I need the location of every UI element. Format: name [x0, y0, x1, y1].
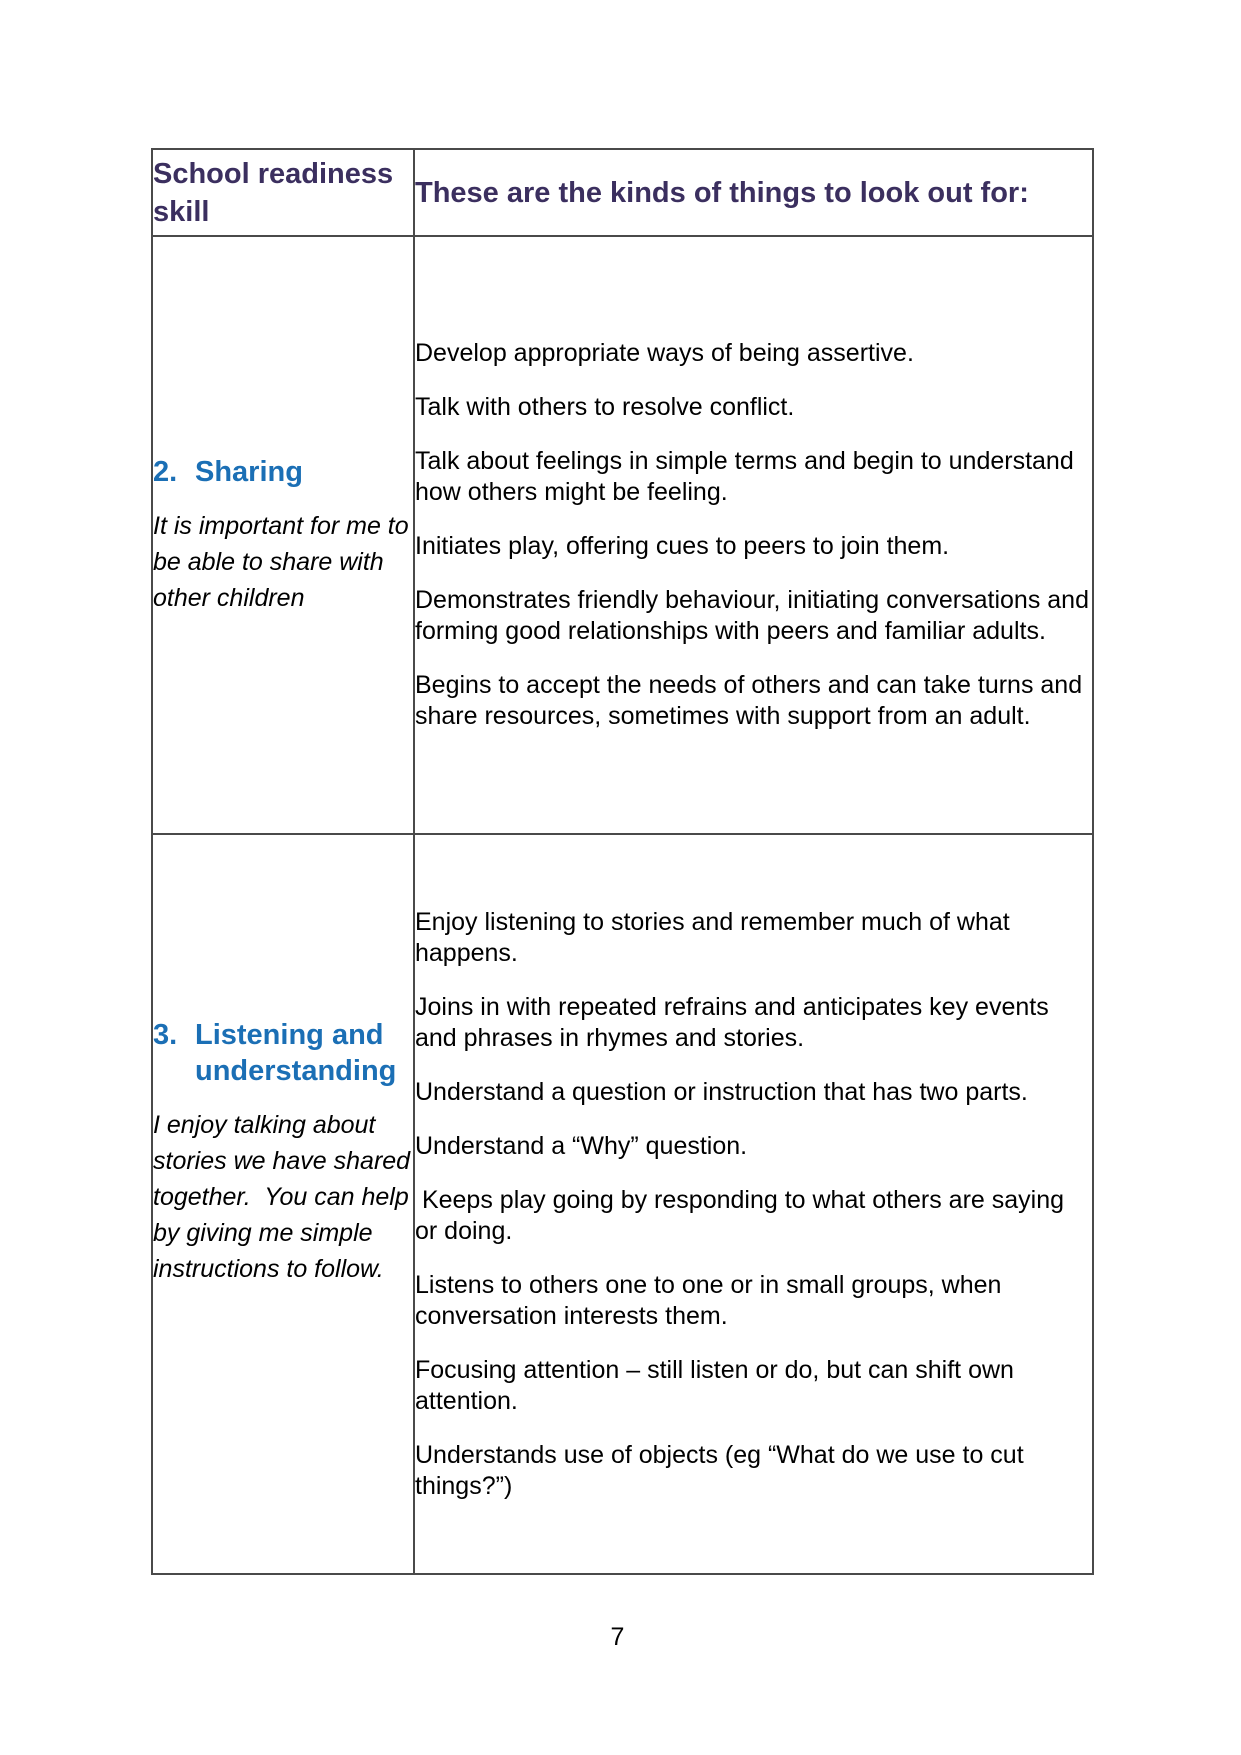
header-skill-column: School readiness skill	[152, 149, 414, 236]
lookout-point: Understand a “Why” question.	[415, 1131, 748, 1160]
lookout-point: Focusing attention – still listen or do, but can shift own attention.	[415, 1355, 1021, 1415]
skill-title: Sharing	[195, 456, 303, 488]
skill-cell-content	[153, 1017, 418, 1287]
lookout-point: Develop appropriate ways of being assertive.	[415, 339, 914, 367]
page-number: 7	[610, 1623, 625, 1651]
lookout-cell-listening	[414, 834, 1093, 1574]
table-row-listening	[152, 834, 1093, 1574]
skill-cell-sharing	[152, 236, 414, 834]
skill-cell-listening	[152, 834, 418, 1574]
skill-heading-listening	[153, 1017, 413, 1089]
lookout-point: Keeps play going by responding to what others are saying or doing.	[415, 1185, 1071, 1245]
lookout-point: Talk about feelings in simple terms and begin to understand how others might be feeling.	[415, 447, 1081, 506]
skill-number: 2.	[153, 456, 178, 488]
lookout-point: Joins in with repeated refrains and anticipates key events and phrases in rhymes and stories.	[415, 992, 1056, 1052]
lookout-point: Understand a question or instruction that has two parts.	[415, 1077, 1028, 1106]
header-lookout-column: These are the kinds of things to look out for:	[414, 149, 1093, 236]
skill-description: I enjoy talking about stories we have shared together. You can help by giving me simple instructions to follow.	[153, 1111, 418, 1283]
lookout-point: Initiates play, offering cues to peers to join them.	[415, 532, 950, 560]
skill-cell-content	[153, 454, 416, 616]
school-readiness-table	[151, 148, 1094, 1575]
lookout-point: Enjoy listening to stories and remember much of what happens.	[415, 907, 1017, 967]
skill-title: Listening and understanding	[195, 1019, 397, 1087]
skill-number: 3.	[153, 1019, 178, 1051]
lookout-point: Understands use of objects (eg “What do we use to cut things?”)	[415, 1440, 1031, 1500]
lookout-points-list	[415, 338, 1096, 732]
lookout-point: Begins to accept the needs of others and can take turns and share resources, sometimes with support from an adult.	[415, 671, 1090, 730]
skill-description: It is important for me to be able to share with other children	[153, 512, 416, 612]
table-header-row	[152, 149, 1093, 236]
lookout-point: Talk with others to resolve conflict.	[415, 393, 795, 421]
lookout-point: Listens to others one to one or in small groups, when conversation interests them.	[415, 1270, 1009, 1330]
table-row-sharing	[152, 236, 1093, 834]
lookout-point: Demonstrates friendly behaviour, initiating conversations and forming good relationships with peers and familiar adults.	[415, 586, 1096, 645]
skill-heading-sharing	[153, 454, 413, 490]
lookout-points-list	[415, 907, 1092, 1502]
lookout-cell-sharing	[414, 236, 1096, 834]
